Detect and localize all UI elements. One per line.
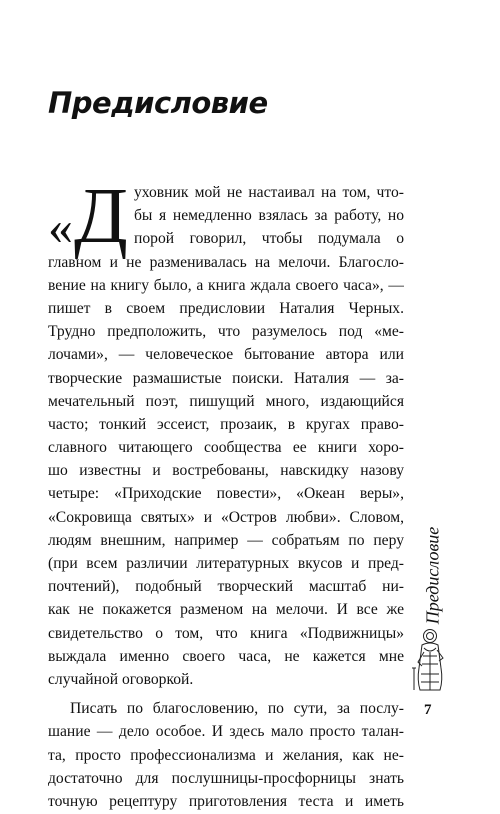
text-line: лочами», — человеческое бытование автора или <box>48 346 404 364</box>
text-line: пишет в своем предисловии Наталия Черных. <box>48 299 404 317</box>
text-line: вение на книгу было, а книга ждала своего часа», — <box>48 276 404 294</box>
text-line: бы я немедленно взялась за работу, но <box>134 207 404 225</box>
text-line: славного читающего сообщества ее книги хоро- <box>48 439 404 457</box>
text-line: мечательный поэт, пишущий много, издающийся <box>48 392 404 410</box>
text-line: почтений), подобный творческий масштаб ни- <box>48 578 404 596</box>
paragraph-1 <box>48 173 404 691</box>
text-line: творческие размашистые поиски. Наталия — за- <box>48 369 404 387</box>
opening-quote-mark: « <box>48 199 73 255</box>
text-line: та, просто профессионализма и желания, как не- <box>48 746 404 764</box>
text-line: шо известны и востребованы, навскидку назову <box>48 462 404 480</box>
text-line: уховник мой не настаивал на том, что- <box>134 184 404 201</box>
text-line: шание — дело особое. И здесь мало просто талан- <box>48 723 404 741</box>
text-line: Писать по благословению, по сути, за послу- <box>70 700 404 718</box>
text-line: точную рецептуру приготовления теста и иметь <box>48 792 404 810</box>
running-head-label: Предисловие <box>422 526 443 624</box>
paragraph-2 <box>48 697 404 813</box>
text-line: случайной оговоркой. <box>48 670 194 688</box>
body-text <box>48 173 404 813</box>
text-line: главном и не разменивалась на мелочи. Благосло- <box>48 253 404 271</box>
page-title: Предисловие <box>48 86 268 120</box>
text-line: как не покажется разменом на мелочи. И все же <box>48 601 404 619</box>
drop-cap-letter: Д <box>74 173 128 260</box>
page-number: 7 <box>424 702 432 718</box>
text-line: «Сокровища святых» и «Остров любви». Словом, <box>48 508 404 526</box>
text-line: (при всем различии литературных вкусов и пред- <box>48 555 404 572</box>
text-line: порой говорил, чтобы подумала о <box>134 230 404 248</box>
text-line: часто; тонкий эссеист, прозаик, в кругах право- <box>48 415 404 433</box>
saint-figure-icon <box>408 628 452 692</box>
text-line: Трудно предположить, что разумелось под «ме- <box>48 323 404 341</box>
text-line: достаточно для послушницы-просфорницы знать <box>48 769 404 787</box>
text-line: выждала именно своего часа, не кажется мне <box>48 647 404 665</box>
text-line: людям внешним, например — собратьям по перу <box>48 531 404 549</box>
text-line: свидетельство о том, что книга «Подвижницы» <box>48 624 404 642</box>
text-line: четыре: «Приходские повести», «Океан веры», <box>48 485 404 503</box>
running-head <box>418 525 448 625</box>
